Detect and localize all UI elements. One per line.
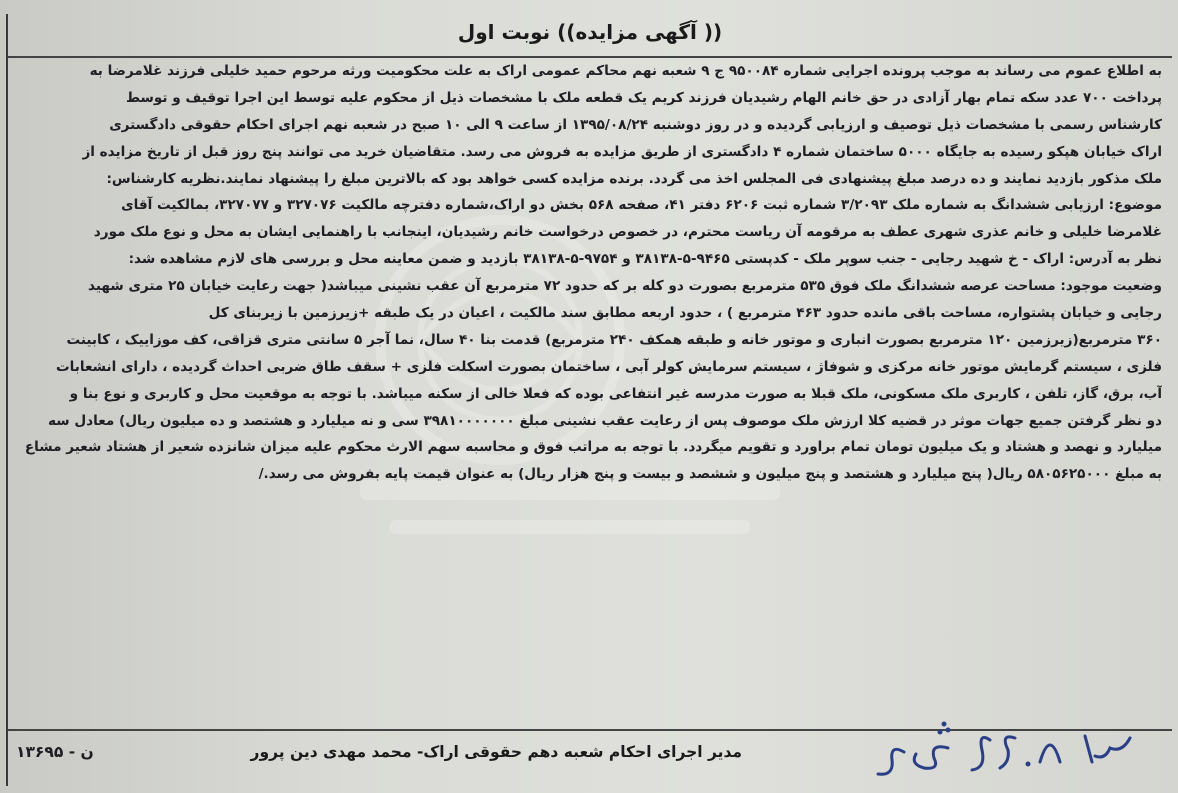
notice-line: میلیارد و نهصد و هشتاد و یک میلیون تومان تمام براورد و تقویم میگردد. با توجه به مراتب فوق و محاسبه سهم الارث محکوم علیه میزان شانزده شعیر از هشتاد شعیر مشاع xyxy=(24,439,1162,456)
notice-line: ملک مذکور بازدید نمایند و ده درصد مبلغ پیشنهادی فی المجلس اخذ می گردد. برنده مزایده کسی خواهد بود که بالاترین مبلغ را پیشنهاد نمایند.نظریه کارشناس: xyxy=(106,170,1162,187)
notice-line: کارشناس رسمی با مشخصات ذیل توصیف و ارزیابی گردیده و در روز دوشنبه ۱۳۹۵/۰۸/۲۴ از ساعت ۹ الی ۱۰ صبح در شعبه نهم اجرای احکام حقوقی دادگستری xyxy=(109,116,1162,133)
notice-body xyxy=(14,58,1162,488)
notice-line: دو نظر گرفتن جمیع جهات موثر در قضیه کلا ارزش ملک موصوف پس از رعایت عقب نشینی مبلغ ۳۹۸۱۰۰۰۰۰۰۰ سی و نه میلیارد و هشتصد و ده میلیون ریال) معادل سه xyxy=(48,412,1162,429)
notice-line: پرداخت ۷۰۰ عدد سکه تمام بهار آزادی در حق خانم الهام رشیدیان فرزند کریم یک قطعه ملک با مشخصات ذیل از محکوم علیه توسط این اجرا توقیف و توسط xyxy=(125,89,1162,106)
notice-line: فلزی ، سیستم گرمایش موتور خانه مرکزی و شوفاژ ، سیستم سرمایش کولر آبی ، ساختمان بصورت اسکلت فلزی + سقف طاق ضربی احداث گردیده ، دارای انشعابات xyxy=(56,358,1162,375)
notice-line: به اطلاع عموم می رساند به موجب پرونده اجرایی شماره ۹۵۰۰۸۴ ج ۹ شعبه نهم محاکم عمومی اراک به علت محکومیت ورثه مرحوم حمید خلیلی فرزند غلامرضا به xyxy=(89,63,1162,79)
notice-line: به مبلغ ۵۸۰۵۶۲۵۰۰۰ ریال( پنج میلیارد و هشتصد و پنج میلیون و ششصد و بیست و پنج هزار ریال) به عنوان قیمت پایه بفروش می رسد./ xyxy=(258,466,1162,483)
signatory-text: مدیر اجرای احکام شعبه دهم حقوقی اراک- محمد مهدی دین پرور xyxy=(250,743,742,761)
notice-title: (( آگهی مزایده)) نوبت اول xyxy=(457,20,723,44)
notice-line: اراک خیابان هپکو رسیده به جایگاه ۵۰۰۰ ساختمان شماره ۴ دادگستری از طریق مزایده به فروش می رسد. متقاضیان خرید می توانند پنج روز قبل از تاریخ مزایده از xyxy=(82,143,1162,160)
notice-line: ۳۶۰ مترمربع(زیرزمین ۱۲۰ مترمربع بصورت انباری و موتور خانه و طبقه همکف ۲۴۰ مترمربع) قدمت بنا ۴۰ سال، نما آجر ۵ سانتی متری قزاقی، کف موزاییک ، کابینت xyxy=(66,331,1162,348)
handwritten-date-note xyxy=(860,718,1160,788)
notice-line: رجایی و خیابان پشتواره، مساحت باقی مانده حدود ۴۶۳ مترمربع ) ، حدود اربعه مطابق سند مالکیت ، اعیان در یک طبقه +زیرزمین با زیربنای کل xyxy=(208,305,1162,322)
auction-notice xyxy=(6,14,1172,786)
notice-line: موضوع: ارزیابی ششدانگ به شماره ملک ۳/۲۰۹۳ شماره ثبت ۶۲۰۶ دفتر ۴۱، صفحه ۵۶۸ بخش دو اراک،شماره دفترچه مالکیت ۳۲۷۰۷۶ و ۳۲۷۰۷۷، بمالکیت آقای xyxy=(121,197,1162,214)
notice-header xyxy=(8,14,1172,58)
notice-line: غلامرضا خلیلی و خانم عذری شهری عطف به مرقومه آن ریاست محترم، در خصوص درخواست خانم رشیدیان، اینجانب با راهنمایی ایشان به محل و نوع ملک مورد xyxy=(93,224,1162,241)
notice-line: آب، برق، گاز، تلفن ، کاربری ملک مسکونی، ملک قبلا به صورت مدرسه غیر انتفاعی بوده که فعلا خالی از سکنه میباشد. با توجه به موقعیت محل و کاربری و نوع بنا و xyxy=(69,385,1162,402)
notice-line: وضعیت موجود: مساحت عرصه ششدانگ ملک فوق ۵۳۵ مترمربع بصورت دو کله بر که حدود ۷۲ مترمربع آن عقب نشینی میباشد( جهت رعایت خیابان ۲۵ متری شهید xyxy=(87,278,1162,295)
file-code: ۱۳۶۹۵ - ن xyxy=(16,743,94,761)
notice-line: نظر به آدرس: اراک - خ شهید رجایی - جنب سوپر ملک - کدپستی ۹۴۶۵-۵-۳۸۱۳۸ و ۹۷۵۴-۵-۳۸۱۳۸ بازدید و ضمن معاینه محل و بررسی های لازم مشاهده شد: xyxy=(128,251,1162,268)
